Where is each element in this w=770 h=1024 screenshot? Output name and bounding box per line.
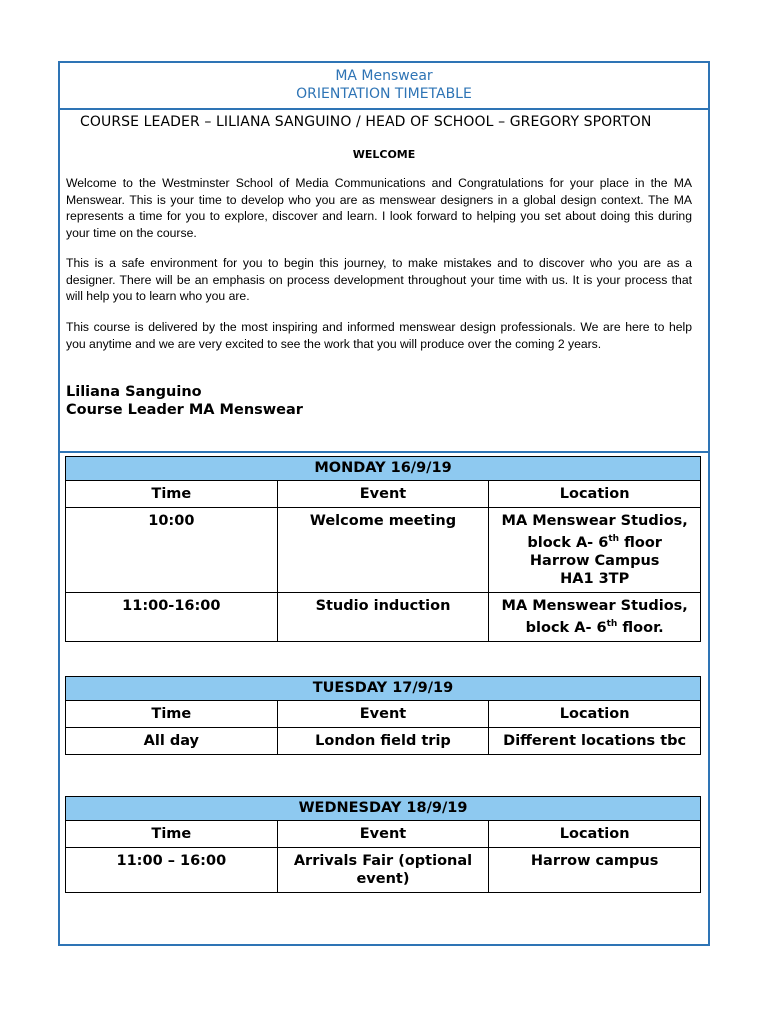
column-location: Location: [489, 701, 701, 728]
column-header-row: [66, 481, 701, 508]
monday-table: [65, 456, 701, 642]
welcome-paragraph-1: Welcome to the Westminster School of Media Communications and Congratulations for your place in the MA Menswear. This is your time to develop who you are as menswear designers in a global design context. The MA represents a time for you to explore, discover and learn. I look forward to helping you set about doing this during your time on the course.: [66, 176, 692, 240]
document-title: ORIENTATION TIMETABLE: [296, 86, 472, 102]
column-location: Location: [489, 821, 701, 848]
row-event: London field trip: [277, 728, 489, 755]
tuesday-table: [65, 676, 701, 755]
signature: [66, 383, 303, 419]
welcome-heading: WELCOME: [352, 148, 416, 161]
location-text-end: floor: [619, 534, 662, 551]
location-campus: Harrow Campus: [529, 552, 660, 569]
location-postcode: HA1 3TP: [560, 570, 630, 587]
row-time: 10:00: [66, 508, 278, 593]
table-row: [66, 728, 701, 755]
row-time: 11:00-16:00: [66, 592, 278, 641]
column-time: Time: [66, 701, 278, 728]
column-event: Event: [277, 821, 489, 848]
location-text: MA Menswear Studios, block A- 6: [501, 513, 688, 551]
row-location: [489, 592, 701, 641]
day-header: TUESDAY 17/9/19: [66, 677, 701, 701]
row-event: Welcome meeting: [277, 508, 489, 593]
welcome-paragraph-2: This is a safe environment for you to begin this journey, to make mistakes and to discover who you are as a designer. There will be an emphasis on process development throughout your time with us. It is your process that will help you to learn who you are.: [66, 256, 692, 303]
row-event: Studio induction: [277, 592, 489, 641]
section-divider: [60, 451, 708, 453]
column-event: Event: [277, 481, 489, 508]
row-time: All day: [66, 728, 278, 755]
row-location: Different locations tbc: [489, 728, 701, 755]
column-time: Time: [66, 821, 278, 848]
column-header-row: [66, 821, 701, 848]
table-row: [66, 508, 701, 593]
signature-name: Liliana Sanguino: [66, 384, 202, 400]
row-location: Harrow campus: [489, 848, 701, 893]
day-header: WEDNESDAY 18/9/19: [66, 797, 701, 821]
row-event: Arrivals Fair (optional event): [277, 848, 489, 893]
table-row: [66, 848, 701, 893]
table-row: [66, 592, 701, 641]
title-box: [60, 63, 708, 110]
signature-role: Course Leader MA Menswear: [66, 402, 303, 418]
location-text-end: floor.: [617, 619, 664, 636]
column-event: Event: [277, 701, 489, 728]
column-location: Location: [489, 481, 701, 508]
ordinal-suffix: th: [608, 534, 620, 544]
leaders-line: COURSE LEADER – LILIANA SANGUINO / HEAD OF SCHOOL – GREGORY SPORTON: [80, 114, 652, 130]
day-header: MONDAY 16/9/19: [66, 457, 701, 481]
wednesday-table: [65, 796, 701, 893]
course-title: MA Menswear: [335, 68, 433, 84]
row-time: 11:00 – 16:00: [66, 848, 278, 893]
ordinal-suffix: th: [606, 618, 618, 629]
location-text: MA Menswear Studios, block A- 6: [501, 597, 688, 636]
row-location: [489, 508, 701, 593]
column-time: Time: [66, 481, 278, 508]
welcome-paragraph-3: This course is delivered by the most inspiring and informed menswear design professionals. We are here to help you anytime and we are very excited to see the work that you will produce over the coming 2 years.: [66, 320, 692, 351]
column-header-row: [66, 701, 701, 728]
